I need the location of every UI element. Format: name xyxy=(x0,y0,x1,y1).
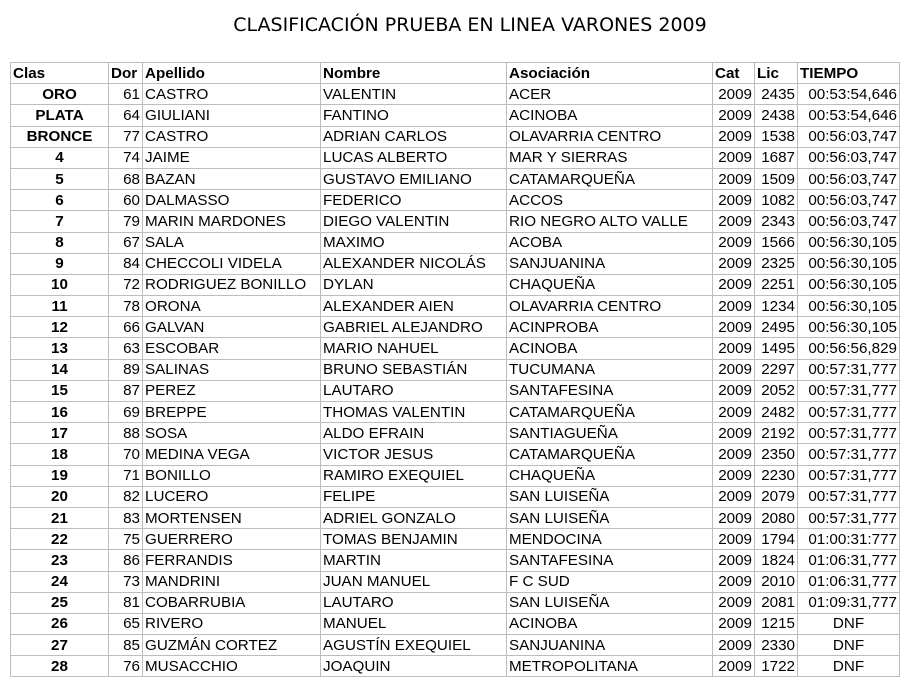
cell-dor: 82 xyxy=(109,486,143,507)
cell-lic: 2297 xyxy=(755,359,798,380)
cell-asociacion: TUCUMANA xyxy=(507,359,713,380)
cell-nombre: ADRIAN CARLOS xyxy=(321,126,507,147)
cell-dor: 78 xyxy=(109,296,143,317)
cell-lic: 2081 xyxy=(755,592,798,613)
header-tiempo: TIEMPO xyxy=(798,63,900,84)
cell-nombre: ALEXANDER NICOLÁS xyxy=(321,253,507,274)
cell-apellido: BAZAN xyxy=(143,168,321,189)
cell-apellido: SALINAS xyxy=(143,359,321,380)
cell-lic: 1794 xyxy=(755,529,798,550)
cell-lic: 2330 xyxy=(755,635,798,656)
cell-apellido: ORONA xyxy=(143,296,321,317)
cell-asociacion: ACINOBA xyxy=(507,613,713,634)
cell-tiempo: 00:56:30,105 xyxy=(798,296,900,317)
cell-apellido: DALMASSO xyxy=(143,190,321,211)
cell-dor: 71 xyxy=(109,465,143,486)
cell-cat: 2009 xyxy=(713,232,755,253)
header-cat: Cat xyxy=(713,63,755,84)
cell-asociacion: ACINPROBA xyxy=(507,317,713,338)
cell-tiempo: 00:57:31,777 xyxy=(798,359,900,380)
cell-lic: 1566 xyxy=(755,232,798,253)
table-row xyxy=(11,359,900,380)
cell-apellido: PEREZ xyxy=(143,380,321,401)
cell-nombre: ALDO EFRAIN xyxy=(321,423,507,444)
cell-apellido: MORTENSEN xyxy=(143,507,321,528)
cell-dor: 87 xyxy=(109,380,143,401)
cell-nombre: MARIO NAHUEL xyxy=(321,338,507,359)
cell-nombre: GUSTAVO EMILIANO xyxy=(321,168,507,189)
cell-asociacion: CHAQUEÑA xyxy=(507,465,713,486)
cell-cat: 2009 xyxy=(713,507,755,528)
cell-clas: 4 xyxy=(11,147,109,168)
header-lic: Lic xyxy=(755,63,798,84)
cell-tiempo: 00:56:03,747 xyxy=(798,211,900,232)
table-row xyxy=(11,444,900,465)
cell-dor: 64 xyxy=(109,105,143,126)
table-row xyxy=(11,232,900,253)
cell-nombre: GABRIEL ALEJANDRO xyxy=(321,317,507,338)
table-row xyxy=(11,402,900,423)
cell-tiempo: 00:56:30,105 xyxy=(798,232,900,253)
cell-nombre: THOMAS VALENTIN xyxy=(321,402,507,423)
cell-asociacion: ACOBA xyxy=(507,232,713,253)
cell-dor: 76 xyxy=(109,656,143,677)
cell-asociacion: ACINOBA xyxy=(507,338,713,359)
cell-nombre: LUCAS ALBERTO xyxy=(321,147,507,168)
cell-nombre: LAUTARO xyxy=(321,592,507,613)
results-body xyxy=(11,84,900,677)
cell-lic: 2052 xyxy=(755,380,798,401)
cell-dor: 79 xyxy=(109,211,143,232)
results-table xyxy=(10,62,900,677)
cell-apellido: CHECCOLI VIDELA xyxy=(143,253,321,274)
table-row xyxy=(11,168,900,189)
cell-tiempo: 00:57:31,777 xyxy=(798,380,900,401)
table-row xyxy=(11,486,900,507)
cell-cat: 2009 xyxy=(713,423,755,444)
header-clas: Clas xyxy=(11,63,109,84)
cell-nombre: JOAQUIN xyxy=(321,656,507,677)
cell-nombre: DIEGO VALENTIN xyxy=(321,211,507,232)
table-row xyxy=(11,635,900,656)
table-row xyxy=(11,274,900,295)
cell-clas: 14 xyxy=(11,359,109,380)
table-row xyxy=(11,571,900,592)
cell-clas: 22 xyxy=(11,529,109,550)
cell-cat: 2009 xyxy=(713,126,755,147)
cell-clas: 16 xyxy=(11,402,109,423)
table-row xyxy=(11,465,900,486)
cell-cat: 2009 xyxy=(713,105,755,126)
cell-tiempo: 00:56:30,105 xyxy=(798,317,900,338)
cell-asociacion: SANJUANINA xyxy=(507,635,713,656)
table-row xyxy=(11,296,900,317)
cell-clas: ORO xyxy=(11,84,109,105)
cell-cat: 2009 xyxy=(713,444,755,465)
cell-nombre: VALENTIN xyxy=(321,84,507,105)
table-row xyxy=(11,338,900,359)
cell-nombre: ADRIEL GONZALO xyxy=(321,507,507,528)
cell-cat: 2009 xyxy=(713,211,755,232)
cell-asociacion: F C SUD xyxy=(507,571,713,592)
cell-clas: 25 xyxy=(11,592,109,613)
cell-dor: 72 xyxy=(109,274,143,295)
table-row xyxy=(11,126,900,147)
cell-clas: 17 xyxy=(11,423,109,444)
cell-tiempo: 01:00:31:777 xyxy=(798,529,900,550)
cell-clas: 19 xyxy=(11,465,109,486)
cell-clas: 20 xyxy=(11,486,109,507)
cell-lic: 1082 xyxy=(755,190,798,211)
cell-tiempo: 00:57:31,777 xyxy=(798,444,900,465)
cell-lic: 2482 xyxy=(755,402,798,423)
cell-asociacion: MENDOCINA xyxy=(507,529,713,550)
cell-apellido: GALVAN xyxy=(143,317,321,338)
cell-clas: 27 xyxy=(11,635,109,656)
header-row xyxy=(11,63,900,84)
cell-dor: 74 xyxy=(109,147,143,168)
cell-clas: 23 xyxy=(11,550,109,571)
cell-clas: 28 xyxy=(11,656,109,677)
cell-nombre: BRUNO SEBASTIÁN xyxy=(321,359,507,380)
cell-apellido: FERRANDIS xyxy=(143,550,321,571)
table-row xyxy=(11,550,900,571)
cell-dor: 83 xyxy=(109,507,143,528)
cell-lic: 2495 xyxy=(755,317,798,338)
cell-tiempo: 00:56:30,105 xyxy=(798,253,900,274)
table-row xyxy=(11,656,900,677)
table-row xyxy=(11,147,900,168)
cell-clas: 21 xyxy=(11,507,109,528)
cell-clas: 18 xyxy=(11,444,109,465)
cell-lic: 2438 xyxy=(755,105,798,126)
header-asociacion: Asociación xyxy=(507,63,713,84)
cell-clas: PLATA xyxy=(11,105,109,126)
cell-lic: 1687 xyxy=(755,147,798,168)
cell-lic: 2010 xyxy=(755,571,798,592)
cell-clas: 12 xyxy=(11,317,109,338)
cell-apellido: MEDINA VEGA xyxy=(143,444,321,465)
cell-apellido: COBARRUBIA xyxy=(143,592,321,613)
cell-tiempo: DNF xyxy=(798,635,900,656)
cell-tiempo: 00:56:03,747 xyxy=(798,126,900,147)
cell-cat: 2009 xyxy=(713,338,755,359)
cell-clas: 11 xyxy=(11,296,109,317)
cell-asociacion: SANTAFESINA xyxy=(507,380,713,401)
cell-lic: 1509 xyxy=(755,168,798,189)
cell-cat: 2009 xyxy=(713,592,755,613)
cell-nombre: JUAN MANUEL xyxy=(321,571,507,592)
cell-tiempo: DNF xyxy=(798,613,900,634)
cell-tiempo: 01:06:31,777 xyxy=(798,571,900,592)
cell-clas: 24 xyxy=(11,571,109,592)
cell-asociacion: SANJUANINA xyxy=(507,253,713,274)
cell-dor: 85 xyxy=(109,635,143,656)
cell-cat: 2009 xyxy=(713,84,755,105)
cell-nombre: ALEXANDER AIEN xyxy=(321,296,507,317)
cell-apellido: MUSACCHIO xyxy=(143,656,321,677)
cell-nombre: MARTIN xyxy=(321,550,507,571)
cell-asociacion: CHAQUEÑA xyxy=(507,274,713,295)
cell-nombre: TOMAS BENJAMIN xyxy=(321,529,507,550)
cell-apellido: JAIME xyxy=(143,147,321,168)
header-nombre: Nombre xyxy=(321,63,507,84)
cell-tiempo: 00:57:31,777 xyxy=(798,507,900,528)
cell-asociacion: CATAMARQUEÑA xyxy=(507,402,713,423)
cell-apellido: BREPPE xyxy=(143,402,321,423)
cell-cat: 2009 xyxy=(713,486,755,507)
cell-asociacion: METROPOLITANA xyxy=(507,656,713,677)
cell-nombre: FANTINO xyxy=(321,105,507,126)
cell-asociacion: SANTAFESINA xyxy=(507,550,713,571)
cell-asociacion: ACCOS xyxy=(507,190,713,211)
cell-lic: 2325 xyxy=(755,253,798,274)
cell-cat: 2009 xyxy=(713,253,755,274)
table-row xyxy=(11,84,900,105)
cell-dor: 75 xyxy=(109,529,143,550)
cell-clas: 10 xyxy=(11,274,109,295)
table-row xyxy=(11,105,900,126)
cell-nombre: MANUEL xyxy=(321,613,507,634)
cell-asociacion: RIO NEGRO ALTO VALLE xyxy=(507,211,713,232)
cell-lic: 2079 xyxy=(755,486,798,507)
cell-lic: 1538 xyxy=(755,126,798,147)
table-row xyxy=(11,592,900,613)
cell-dor: 66 xyxy=(109,317,143,338)
cell-dor: 73 xyxy=(109,571,143,592)
cell-lic: 2192 xyxy=(755,423,798,444)
cell-dor: 86 xyxy=(109,550,143,571)
header-dor: Dor xyxy=(109,63,143,84)
table-row xyxy=(11,211,900,232)
cell-cat: 2009 xyxy=(713,168,755,189)
table-row xyxy=(11,253,900,274)
cell-lic: 1722 xyxy=(755,656,798,677)
cell-clas: 7 xyxy=(11,211,109,232)
cell-apellido: ESCOBAR xyxy=(143,338,321,359)
cell-apellido: LUCERO xyxy=(143,486,321,507)
cell-dor: 81 xyxy=(109,592,143,613)
cell-lic: 2230 xyxy=(755,465,798,486)
cell-tiempo: 00:56:03,747 xyxy=(798,190,900,211)
cell-asociacion: CATAMARQUEÑA xyxy=(507,168,713,189)
cell-nombre: AGUSTÍN EXEQUIEL xyxy=(321,635,507,656)
cell-tiempo: 01:09:31,777 xyxy=(798,592,900,613)
cell-dor: 65 xyxy=(109,613,143,634)
cell-asociacion: OLAVARRIA CENTRO xyxy=(507,296,713,317)
cell-cat: 2009 xyxy=(713,380,755,401)
cell-tiempo: DNF xyxy=(798,656,900,677)
cell-dor: 63 xyxy=(109,338,143,359)
cell-tiempo: 00:53:54,646 xyxy=(798,105,900,126)
cell-asociacion: OLAVARRIA CENTRO xyxy=(507,126,713,147)
cell-cat: 2009 xyxy=(713,296,755,317)
cell-apellido: RIVERO xyxy=(143,613,321,634)
table-row xyxy=(11,507,900,528)
cell-nombre: LAUTARO xyxy=(321,380,507,401)
table-row xyxy=(11,317,900,338)
cell-clas: 15 xyxy=(11,380,109,401)
cell-apellido: RODRIGUEZ BONILLO xyxy=(143,274,321,295)
cell-asociacion: ACER xyxy=(507,84,713,105)
table-row xyxy=(11,423,900,444)
cell-tiempo: 00:57:31,777 xyxy=(798,486,900,507)
cell-dor: 77 xyxy=(109,126,143,147)
cell-tiempo: 01:06:31,777 xyxy=(798,550,900,571)
cell-apellido: CASTRO xyxy=(143,84,321,105)
cell-asociacion: SANTIAGUEÑA xyxy=(507,423,713,444)
cell-nombre: RAMIRO EXEQUIEL xyxy=(321,465,507,486)
table-row xyxy=(11,380,900,401)
cell-tiempo: 00:56:30,105 xyxy=(798,274,900,295)
cell-nombre: MAXIMO xyxy=(321,232,507,253)
cell-cat: 2009 xyxy=(713,571,755,592)
cell-tiempo: 00:56:56,829 xyxy=(798,338,900,359)
document-title: CLASIFICACIÓN PRUEBA EN LINEA VARONES 2009 xyxy=(233,14,707,36)
cell-cat: 2009 xyxy=(713,402,755,423)
cell-lic: 2080 xyxy=(755,507,798,528)
cell-apellido: BONILLO xyxy=(143,465,321,486)
cell-clas: BRONCE xyxy=(11,126,109,147)
cell-cat: 2009 xyxy=(713,635,755,656)
cell-nombre: DYLAN xyxy=(321,274,507,295)
cell-cat: 2009 xyxy=(713,550,755,571)
cell-tiempo: 00:53:54,646 xyxy=(798,84,900,105)
cell-apellido: GUERRERO xyxy=(143,529,321,550)
cell-clas: 5 xyxy=(11,168,109,189)
cell-apellido: GUZMÁN CORTEZ xyxy=(143,635,321,656)
cell-lic: 2343 xyxy=(755,211,798,232)
cell-asociacion: ACINOBA xyxy=(507,105,713,126)
cell-lic: 2435 xyxy=(755,84,798,105)
cell-asociacion: CATAMARQUEÑA xyxy=(507,444,713,465)
cell-apellido: CASTRO xyxy=(143,126,321,147)
cell-dor: 89 xyxy=(109,359,143,380)
cell-cat: 2009 xyxy=(713,190,755,211)
cell-cat: 2009 xyxy=(713,656,755,677)
cell-tiempo: 00:57:31,777 xyxy=(798,402,900,423)
cell-tiempo: 00:57:31,777 xyxy=(798,423,900,444)
cell-asociacion: MAR Y SIERRAS xyxy=(507,147,713,168)
cell-dor: 60 xyxy=(109,190,143,211)
cell-clas: 13 xyxy=(11,338,109,359)
cell-cat: 2009 xyxy=(713,359,755,380)
cell-dor: 68 xyxy=(109,168,143,189)
cell-dor: 61 xyxy=(109,84,143,105)
cell-apellido: SALA xyxy=(143,232,321,253)
cell-lic: 2251 xyxy=(755,274,798,295)
cell-apellido: GIULIANI xyxy=(143,105,321,126)
cell-apellido: MARIN MARDONES xyxy=(143,211,321,232)
cell-lic: 1215 xyxy=(755,613,798,634)
cell-clas: 6 xyxy=(11,190,109,211)
cell-dor: 69 xyxy=(109,402,143,423)
cell-cat: 2009 xyxy=(713,529,755,550)
cell-lic: 1234 xyxy=(755,296,798,317)
cell-dor: 67 xyxy=(109,232,143,253)
table-row xyxy=(11,190,900,211)
cell-dor: 84 xyxy=(109,253,143,274)
cell-clas: 8 xyxy=(11,232,109,253)
cell-dor: 88 xyxy=(109,423,143,444)
table-row xyxy=(11,529,900,550)
cell-asociacion: SAN LUISEÑA xyxy=(507,486,713,507)
cell-tiempo: 00:56:03,747 xyxy=(798,168,900,189)
cell-cat: 2009 xyxy=(713,274,755,295)
cell-nombre: FELIPE xyxy=(321,486,507,507)
cell-tiempo: 00:56:03,747 xyxy=(798,147,900,168)
cell-cat: 2009 xyxy=(713,613,755,634)
cell-lic: 2350 xyxy=(755,444,798,465)
cell-asociacion: SAN LUISEÑA xyxy=(507,592,713,613)
cell-cat: 2009 xyxy=(713,465,755,486)
table-row xyxy=(11,613,900,634)
cell-clas: 9 xyxy=(11,253,109,274)
cell-dor: 70 xyxy=(109,444,143,465)
cell-nombre: VICTOR JESUS xyxy=(321,444,507,465)
cell-asociacion: SAN LUISEÑA xyxy=(507,507,713,528)
header-apellido: Apellido xyxy=(143,63,321,84)
cell-tiempo: 00:57:31,777 xyxy=(798,465,900,486)
cell-clas: 26 xyxy=(11,613,109,634)
cell-apellido: MANDRINI xyxy=(143,571,321,592)
cell-apellido: SOSA xyxy=(143,423,321,444)
cell-cat: 2009 xyxy=(713,317,755,338)
cell-nombre: FEDERICO xyxy=(321,190,507,211)
cell-lic: 1495 xyxy=(755,338,798,359)
cell-lic: 1824 xyxy=(755,550,798,571)
cell-cat: 2009 xyxy=(713,147,755,168)
